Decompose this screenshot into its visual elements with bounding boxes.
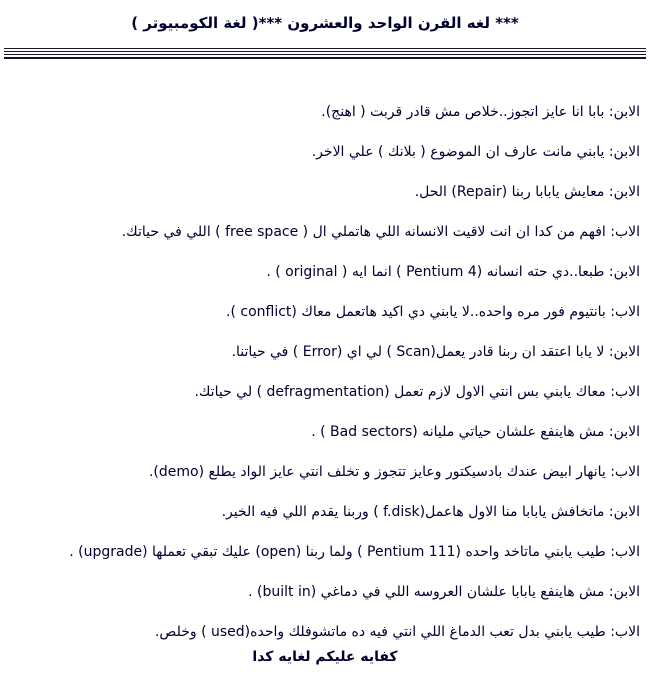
- dialogue-line: الابن: ماتخافش يابابا منا الاول هاعمل(f.disk ) وربنا يقدم اللي فيه الخير.: [221, 504, 640, 520]
- dialogue-line: الابن: لا يابا اعتقد ان ربنا قادر يعمل(Scan ) لي اي (Error ) في حياتنا.: [231, 344, 640, 360]
- separator-line: [4, 51, 646, 52]
- dialogue-line: الابن: يابني مانت عارف ان الموضوع ( بلانك ) علي الاخر.: [311, 144, 640, 160]
- dialogue-line: الاب: طيب يابني ماتاخد واحده (Pentium 111 ) ولما ربنا (open) عليك تبقي تعملها (upgrade) .: [69, 544, 640, 560]
- dialogue-line: الاب: طيب يابني بدل تعب الدماغ اللي انتي فيه ده ماتشوفلك واحده(used ) وخلص.: [154, 624, 640, 640]
- separator-line: [4, 48, 646, 49]
- dialogue-line: الاب: افهم من كدا ان انت لاقيت الانسانه اللي هاتملي ال ( free space ) اللي في حياتك.: [121, 224, 640, 240]
- dialogue-line: الابن: طبعا..دي حته انسانه (Pentium 4 ) انما ايه ( original ) .: [266, 264, 640, 280]
- dialogue-line: الابن: مش هاينفع يابابا علشان العروسه اللي في دماغي (built in) .: [248, 584, 640, 600]
- dialogue-line: الاب: يانهار ابيض عندك بادسيكتور وعايز تتجوز و تخلف انتي عايز الواد يطلع (demo).: [148, 464, 640, 480]
- dialogue-line: الابن: بابا انا عايز اتجوز..خلاص مش قادر قربت ( اهنج).: [321, 104, 640, 120]
- dialogue-line: الابن: معايش يابابا ربنا (Repair) الحل.: [414, 184, 640, 200]
- document-title: *** لغه القرن الواحد والعشرون ***( لغة الكومبيوتر ): [131, 14, 519, 32]
- closing-line: كفايه عليكم لغايه كدا: [252, 649, 398, 665]
- dialogue-line: الابن: مش هاينفع علشان حياتي مليانه (Bad sectors ) .: [311, 424, 640, 440]
- dialogue-body: [0, 103, 650, 641]
- separator-line-thick: [4, 57, 646, 59]
- separator-line: [4, 54, 646, 55]
- dialogue-line: الاب: معاك يابني بس انتي الاول لازم تعمل (defragmentation ) لي حياتك.: [194, 384, 640, 400]
- title-separator: [4, 48, 646, 59]
- dialogue-line: الاب: بانتيوم فور مره واحده..لا يابني دي اكيد هاتعمل معاك (conflict ).: [226, 304, 640, 320]
